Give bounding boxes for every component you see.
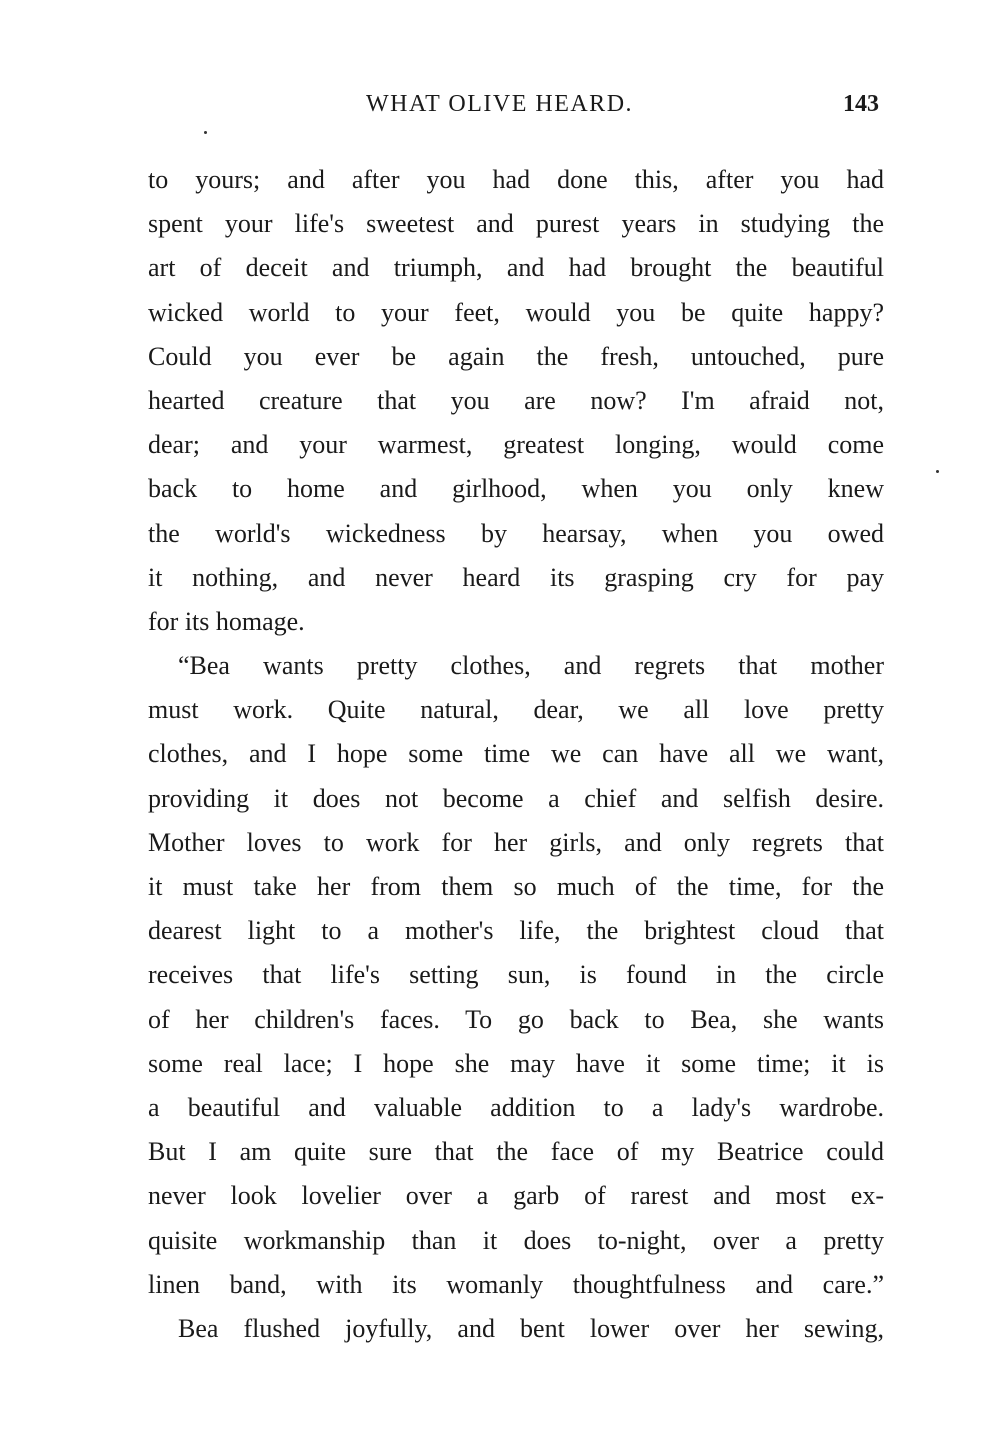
text-line: art of deceit and triumph, and had brought the beautiful [148, 253, 884, 283]
text-line: some real lace; I hope she may have it some time; it is [148, 1048, 884, 1078]
ink-speck [204, 131, 207, 134]
text-line: a beautiful and valuable addition to a lady's wardrobe. [148, 1092, 884, 1122]
text-line: of her children's faces. To go back to Bea, she wants [148, 1004, 884, 1034]
text-line: dearest light to a mother's life, the brightest cloud that [148, 916, 884, 946]
text-line: for its homage. [148, 606, 305, 636]
text-line: But I am quite sure that the face of my Beatrice could [148, 1137, 884, 1167]
text-line: wicked world to your feet, would you be quite happy? [148, 297, 884, 327]
text-line: quisite workmanship than it does to-night, over a pretty [148, 1225, 884, 1255]
text-line: “Bea wants pretty clothes, and regrets that mother [178, 651, 884, 681]
text-line: clothes, and I hope some time we can have all we want, [148, 739, 884, 769]
text-line: Mother loves to work for her girls, and only regrets that [148, 827, 884, 857]
text-line: linen band, with its womanly thoughtfulness and care.” [148, 1269, 884, 1299]
text-line: receives that life's setting sun, is found in the circle [148, 960, 884, 990]
body-text [148, 158, 884, 1351]
text-line: the world's wickedness by hearsay, when you owed [148, 518, 884, 548]
running-header [0, 84, 1000, 124]
text-line: dear; and your warmest, greatest longing, would come [148, 430, 884, 460]
text-line: Bea flushed joyfully, and bent lower over her sewing, [178, 1313, 884, 1343]
page-number: 143 [843, 91, 879, 117]
text-line: back to home and girlhood, when you only knew [148, 474, 884, 504]
text-line: it nothing, and never heard its grasping cry for pay [148, 562, 884, 592]
ink-speck [936, 470, 939, 473]
text-line: providing it does not become a chief and selfish desire. [148, 783, 884, 813]
text-line: hearted creature that you are now? I'm afraid not, [148, 385, 884, 415]
text-line: must work. Quite natural, dear, we all love pretty [148, 695, 884, 725]
running-title: WHAT OLIVE HEARD. [366, 91, 634, 117]
text-line: spent your life's sweetest and purest years in studying the [148, 209, 884, 239]
text-line: Could you ever be again the fresh, untouched, pure [148, 341, 884, 371]
text-line: never look lovelier over a garb of rarest and most ex- [148, 1181, 884, 1211]
text-line: to yours; and after you had done this, after you had [148, 165, 884, 194]
text-line: it must take her from them so much of the time, for the [148, 872, 884, 901]
